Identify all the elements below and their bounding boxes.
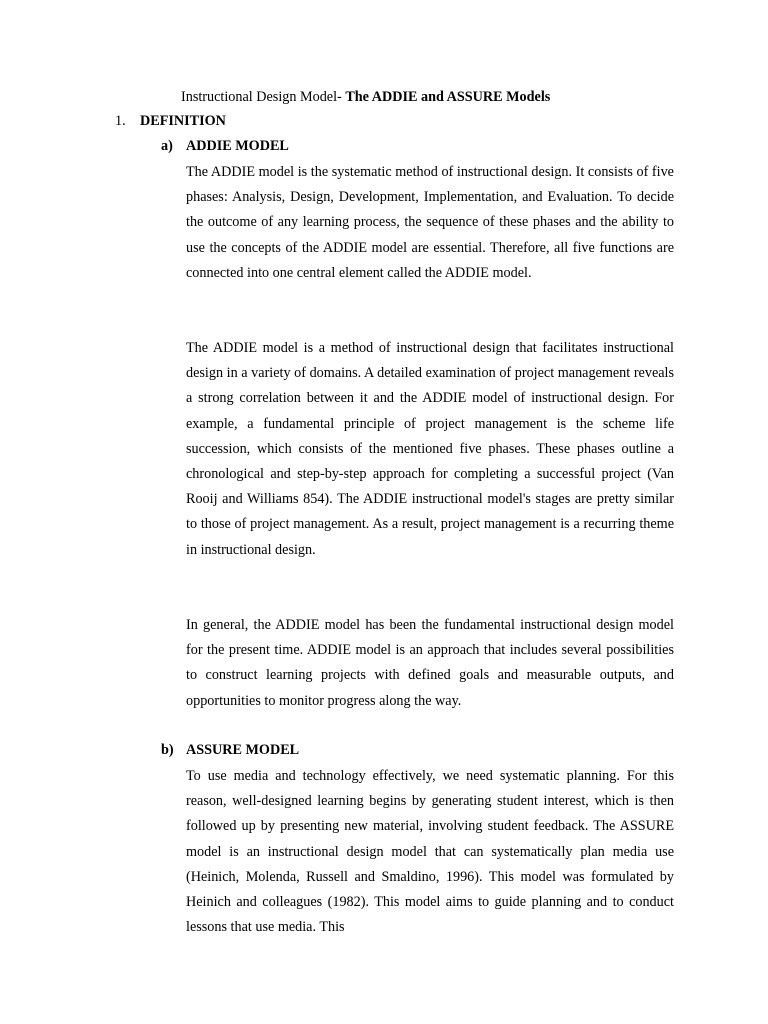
section-number: 1. xyxy=(115,113,126,129)
document-title xyxy=(181,87,550,107)
subsection-marker: b) xyxy=(161,742,174,758)
subsection-label: ASSURE MODEL xyxy=(186,742,300,758)
paragraph-addie-3: In general, the ADDIE model has been the fundamental instructional design model for the present time. ADDIE model is an approach that includes several possibilities to construct learning projects with defined goals and measurable outputs, and opportunities to monitor progress along the way. xyxy=(186,617,674,709)
paragraph-addie-1: The ADDIE model is the systematic method of instructional design. It consists of five phases: Analysis, Design, Development, Implementation, and Evaluation. To decide the outcome of any learning process, the sequence of these phases and the ability to use the concepts of the ADDIE model are essential. Therefore, all five functions are connected into one central element called the ADDIE model. xyxy=(186,164,674,281)
subsection-label: ADDIE MODEL xyxy=(186,138,289,154)
section-label: DEFINITION xyxy=(140,113,226,129)
paragraph-addie-2: The ADDIE model is a method of instructional design that facilitates instructional design in a variety of domains. A detailed examination of project management reveals a strong correlation between it and the ADDIE model of instructional design. For example, a fundamental principle of project management is the scheme life succession, which consists of the mentioned five phases. These phases outline a chronological and step-by-step approach for completing a successful project (Van Rooij and Williams 854). The ADDIE instructional model's stages are pretty similar to those of project management. As a result, project management is a recurring theme in instructional design. xyxy=(186,340,674,558)
title-bold: The ADDIE and ASSURE Models xyxy=(345,89,551,105)
paragraph-assure-1: To use media and technology effectively, we need systematic planning. For this reason, well-designed learning begins by generating student interest, which is then followed up by presenting new material, involving student feedback. The ASSURE model is an instructional design model that can systematically plan media use (Heinich, Molenda, Russell and Smaldino, 1996). This model was formulated by Heinich and colleagues (1982). This model aims to guide planning and to conduct lessons that use media. This xyxy=(186,768,674,936)
subsection-heading-assure xyxy=(161,740,299,760)
subsection-heading-addie xyxy=(161,136,289,156)
subsection-marker: a) xyxy=(161,138,173,154)
section-heading-definition xyxy=(115,111,226,131)
title-prefix: Instructional Design Model- xyxy=(181,89,346,105)
